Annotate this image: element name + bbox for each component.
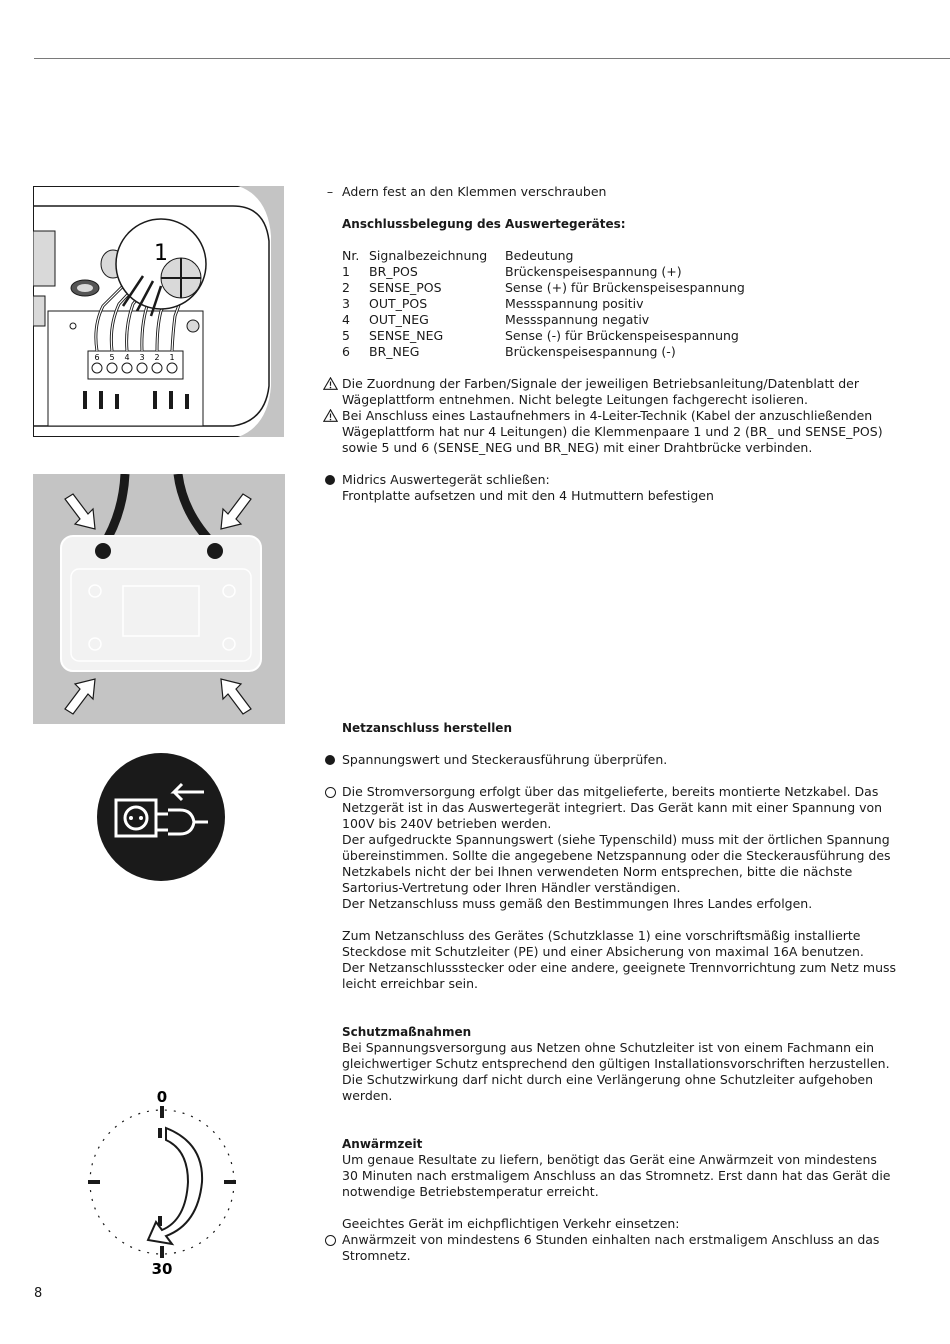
pin-meaning: Brückenspeisespannung (-)	[505, 344, 676, 359]
pin-meaning: Sense (+) für Brückenspeisespannung	[505, 280, 745, 295]
mains-class-line: Der Netzanschlussstecker oder eine andere, geeignete Trennvorrichtung zum Netz muss	[342, 960, 897, 975]
warning-line: Bei Anschluss eines Lastaufnehmers in 4-Leiter-Technik (Kabel der anzuschließenden	[342, 408, 873, 423]
terminal-label-6: 6	[94, 353, 100, 362]
pin-table-header	[342, 248, 745, 264]
step-close-line: Frontplatte aufsetzen und mit den 4 Hutmuttern befestigen	[342, 488, 714, 503]
warmup-legal-line: Anwärmzeit von mindestens 6 Stunden einhalten nach erstmaligem Anschluss an das	[342, 1232, 880, 1247]
pin-number: 5	[342, 328, 350, 343]
mains-info	[322, 784, 891, 912]
pin-number: 6	[342, 344, 350, 359]
pin-number: 2	[342, 280, 350, 295]
pin-signal: SENSE_NEG	[369, 328, 444, 343]
pin-meaning: Brückenspeisespannung (+)	[505, 264, 682, 279]
terminal-label-3: 3	[139, 353, 145, 362]
warning-triangle-icon	[322, 409, 338, 426]
warning-triangle-icon	[322, 377, 338, 394]
pin-signal: BR_POS	[369, 264, 418, 279]
filled-bullet-icon	[325, 755, 335, 765]
mains-info-line: Netzgerät ist in das Auswertegerät integriert. Das Gerät kann mit einer Spannung von	[342, 800, 883, 815]
table-row	[342, 344, 745, 360]
protection-line: Die Schutzwirkung darf nicht durch eine Verlängerung ohne Schutzleiter aufgehoben	[342, 1072, 874, 1087]
pin-table-heading: Anschlussbelegung des Auswertegerätes:	[342, 217, 626, 231]
dash-marker: –	[326, 184, 334, 199]
mains-info-line: Der aufgedruckte Spannungswert (siehe Typenschild) muss mit der örtlichen Spannung	[342, 832, 890, 847]
open-bullet-icon	[325, 787, 336, 798]
mains-class-line: Zum Netzanschluss des Gerätes (Schutzklasse 1) eine vorschriftsmäßig installierte	[342, 928, 861, 943]
pin-meaning: Sense (-) für Brückenspeisespannung	[505, 328, 739, 343]
warning-line: sowie 5 und 6 (SENSE_NEG und BR_NEG) mit einer Drahtbrücke verbinden.	[342, 440, 813, 455]
pin-number: 3	[342, 296, 350, 311]
warmup-line: Um genaue Resultate zu liefern, benötigt das Gerät eine Anwärmzeit von mindestens	[342, 1152, 877, 1167]
terminal-label-5: 5	[109, 353, 115, 362]
protection-heading: Schutzmaßnahmen	[342, 1025, 472, 1039]
warning-line: Wägeplattform hat nur 4 Leitungen) die Klemmenpaare 1 und 2 (BR_ und SENSE_POS)	[342, 424, 883, 439]
pin-number: 1	[342, 264, 350, 279]
mains-check	[322, 752, 882, 768]
protection-line: werden.	[342, 1088, 393, 1103]
pin-signal: OUT_NEG	[369, 312, 429, 327]
header-rule	[34, 58, 950, 59]
col-header-meaning: Bedeutung	[505, 248, 574, 263]
col-header-signal: Signalbezeichnung	[369, 248, 488, 263]
warmup-section	[322, 1136, 891, 1264]
clock-start-label: 0	[156, 1088, 168, 1106]
protection-section	[322, 1024, 890, 1104]
terminal-label-2: 2	[154, 353, 160, 362]
step-fasten-text: Adern fest an den Klemmen verschrauben	[342, 184, 607, 199]
table-row	[342, 296, 745, 312]
clock-end-label: 30	[151, 1260, 173, 1278]
warning-line: Die Zuordnung der Farben/Signale der jeweiligen Betriebsanleitung/Datenblatt der	[342, 376, 860, 391]
pin-signal: OUT_POS	[369, 296, 428, 311]
warmup-line: notwendige Betriebstemperatur erreicht.	[342, 1184, 599, 1199]
plug-check-icon	[96, 752, 226, 882]
filled-bullet-icon	[325, 475, 335, 485]
front-plate-figure	[33, 474, 285, 724]
mains-info-line: übereinstimmen. Sollte die angegebene Netzspannung oder die Steckerausführung des	[342, 848, 891, 863]
warmup-line: 30 Minuten nach erstmaligem Anschluss an das Stromnetz. Erst dann hat das Gerät die	[342, 1168, 891, 1183]
mains-info-line: 100V bis 240V betrieben werden.	[342, 816, 552, 831]
pin-signal: BR_NEG	[369, 344, 420, 359]
warning-block-1	[322, 376, 882, 408]
mains-info-line: Die Stromversorgung erfolgt über das mitgelieferte, bereits montierte Netzkabel. Das	[342, 784, 879, 799]
mains-class-line: Steckdose mit Schutzleiter (PE) und einer Absicherung von maximal 16A benutzen.	[342, 944, 864, 959]
warmup-heading: Anwärmzeit	[342, 1137, 423, 1151]
pin-meaning: Messspannung negativ	[505, 312, 650, 327]
mains-heading: Netzanschluss herstellen	[342, 721, 512, 735]
terminal-label-4: 4	[124, 353, 130, 362]
warning-block-2	[322, 408, 882, 456]
warmup-legal-intro: Geeichtes Gerät im eichpflichtigen Verkehr einsetzen:	[342, 1216, 680, 1231]
protection-line: Bei Spannungsversorgung aus Netzen ohne Schutzleiter ist von einem Fachmann ein	[342, 1040, 875, 1055]
step-close	[322, 472, 882, 504]
callout-number: 1	[154, 241, 168, 266]
protection-line: gleichwertiger Schutz entsprechend den gültigen Installationsvorschriften herzustellen.	[342, 1056, 890, 1071]
pin-meaning: Messspannung positiv	[505, 296, 644, 311]
terminal-block-figure	[33, 186, 285, 438]
mains-info-line: Netzkabels nicht der bei Ihnen verwendeten Norm entsprechen, bitte die nächste	[342, 864, 853, 879]
table-row	[342, 264, 745, 280]
page-number: 8	[34, 1286, 43, 1301]
step-fasten	[322, 184, 882, 200]
warning-line: Wägeplattform entnehmen. Nicht belegte Leitungen fachgerecht isolieren.	[342, 392, 808, 407]
warmup-legal-line: Stromnetz.	[342, 1248, 411, 1263]
pin-number: 4	[342, 312, 350, 327]
pin-table	[322, 248, 882, 360]
mains-class-line: leicht erreichbar sein.	[342, 976, 479, 991]
warmup-clock-figure	[86, 1088, 238, 1278]
table-row	[342, 312, 745, 328]
mains-info-line: Der Netzanschluss muss gemäß den Bestimmungen Ihres Landes erfolgen.	[342, 896, 813, 911]
open-bullet-icon	[325, 1235, 336, 1246]
col-header-nr: Nr.	[342, 248, 360, 263]
pin-signal: SENSE_POS	[369, 280, 442, 295]
table-row	[342, 328, 745, 344]
mains-class	[322, 928, 897, 992]
mains-info-line: Sartorius-Vertretung oder Ihren Händler verständigen.	[342, 880, 681, 895]
step-close-line: Midrics Auswertegerät schließen:	[342, 472, 550, 487]
mains-check-text: Spannungswert und Steckerausführung überprüfen.	[342, 752, 668, 767]
table-row	[342, 280, 745, 296]
terminal-label-1: 1	[169, 353, 175, 362]
